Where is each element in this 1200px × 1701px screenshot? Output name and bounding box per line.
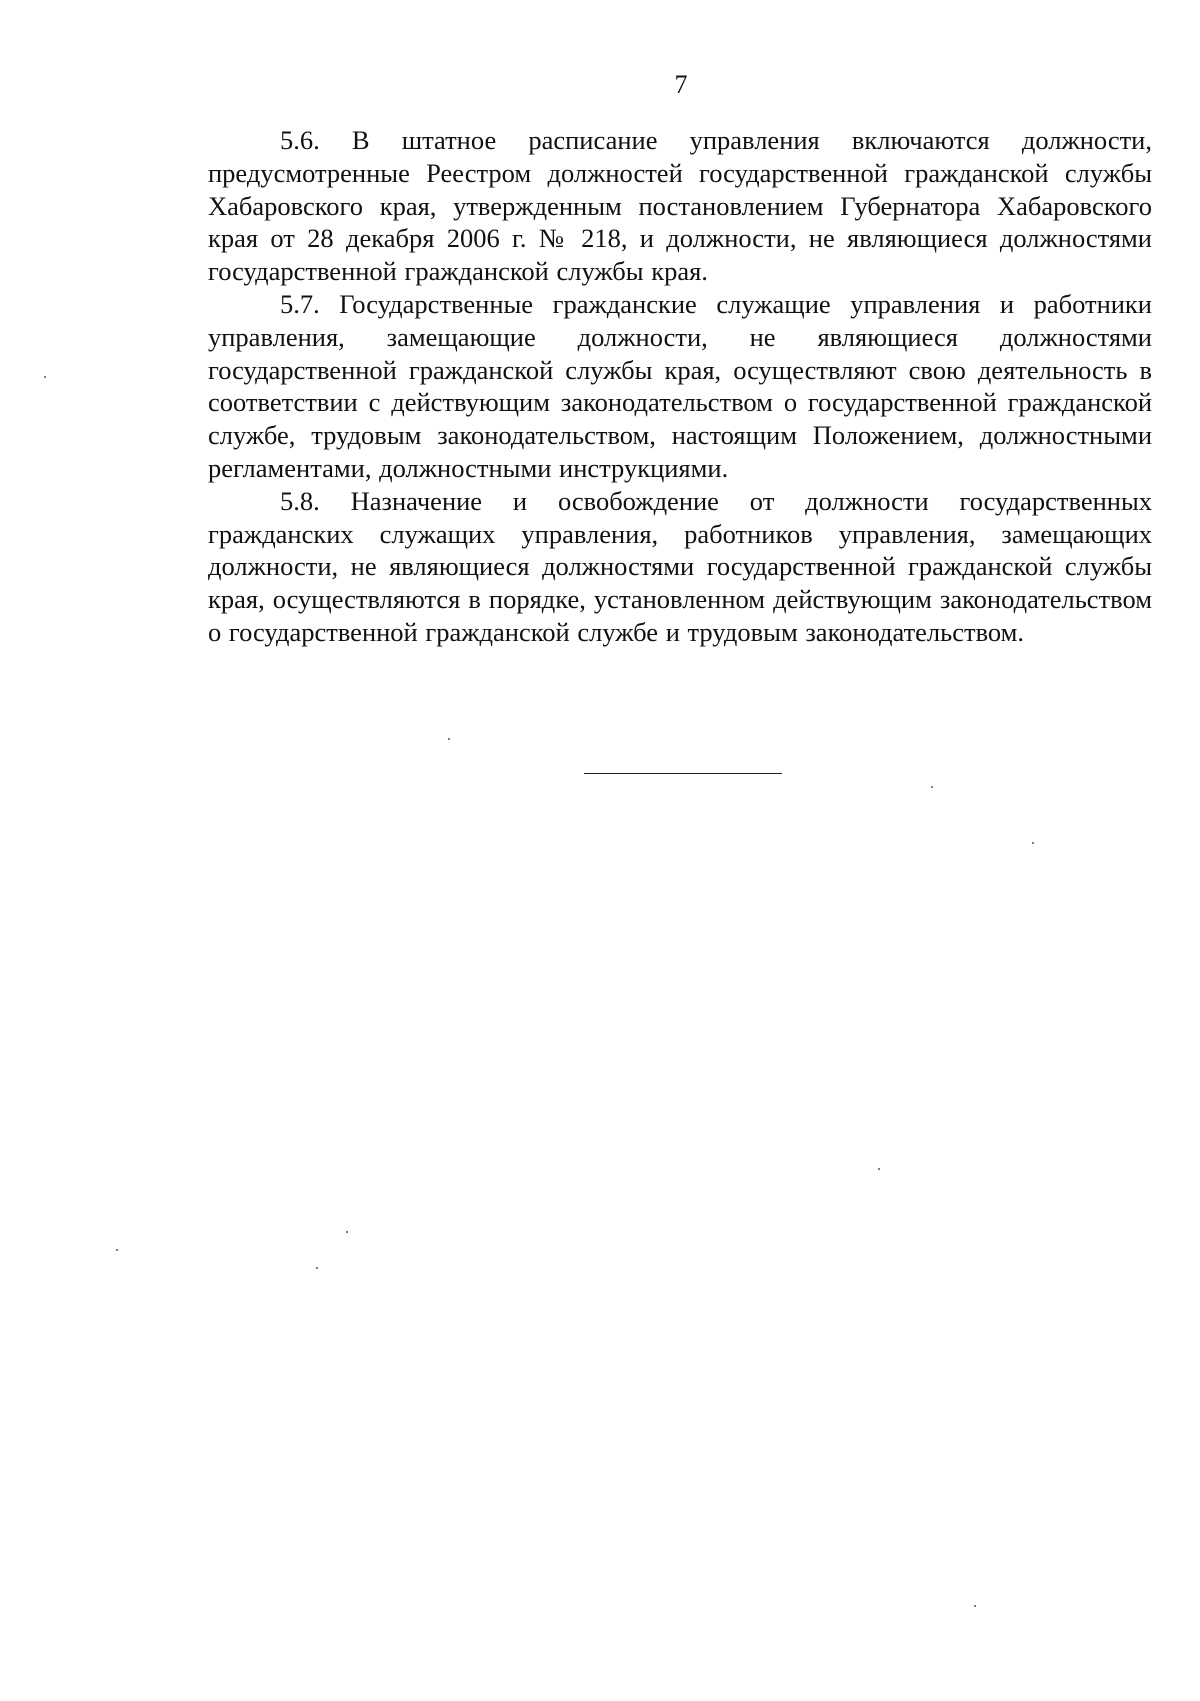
scan-speck [974,1605,976,1607]
end-separator-line [584,773,782,774]
scan-speck [448,738,450,740]
scan-speck [878,1168,880,1170]
scan-speck [116,1249,118,1251]
scan-speck [1032,842,1034,844]
paragraph-5-7: 5.7. Государственные гражданские служащие управления и работники управления, замещающие должности, не являющиеся должностями государственной гражданской службы края, осуществляют свою деятельность в соответствии с действующим законодательством о государственной гражданской службе, трудовым законодательством, настоящим Положением, должностными регламентами, должностными инструкциями. [208,288,1152,483]
scan-speck [931,786,933,788]
scan-speck [44,376,46,378]
paragraph-5-6: 5.6. В штатное расписание управления включаются должности, предусмотренные Реестром должностей государственной гражданской службы Хабаровского края, утвержденным постановлением Губернатора Хабаровского края от 28 декабря 2006 г. № 218, и должности, не являющиеся должностями государственной гражданской службы края. [208,125,1152,287]
scan-speck [316,1267,318,1269]
scan-speck [346,1231,348,1233]
paragraph-5-8: 5.8. Назначение и освобождение от должности государственных гражданских служащих управления, работников управления, замещающих должности, не являющиеся должностями государственной гражданской службы края, осуществляются в порядке, установленном действующим законодательством о государственной гражданской службе и трудовым законодательством. [208,485,1152,647]
document-body [208,124,1152,649]
page-number: 7 [674,70,688,99]
